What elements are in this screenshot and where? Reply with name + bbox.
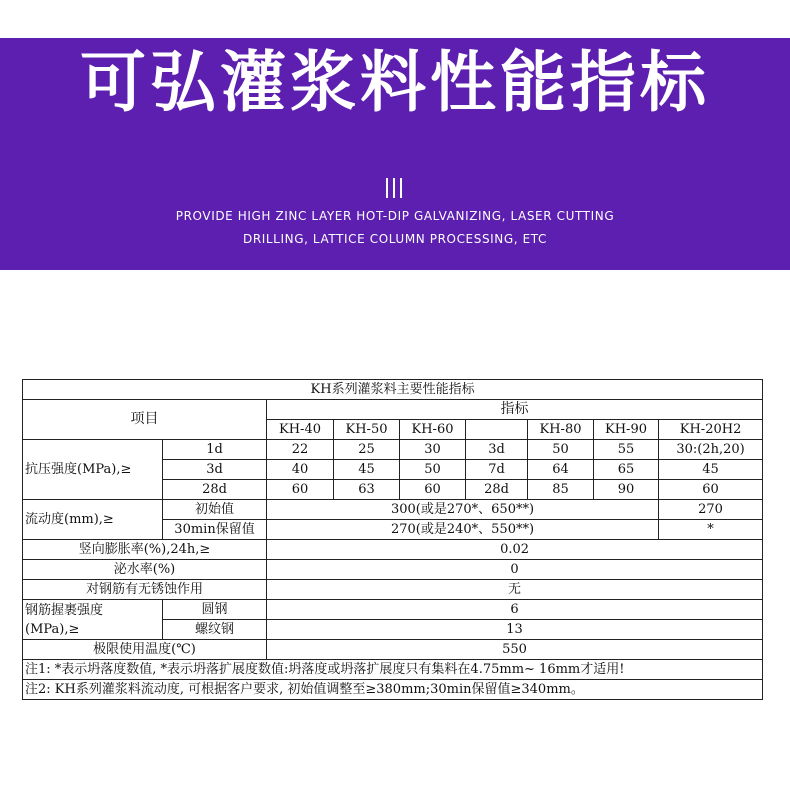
value-cell: 30	[400, 440, 466, 460]
value-cell: 30:(2h,20)	[659, 440, 763, 460]
model-cell: KH-80	[528, 420, 594, 440]
value-cell: 50	[400, 460, 466, 480]
model-cell: KH-20H2	[659, 420, 763, 440]
bond-label	[23, 600, 163, 640]
value-cell: 50	[528, 440, 594, 460]
table-caption: KH系列灌浆料主要性能指标	[23, 380, 763, 400]
value-cell: 65	[594, 460, 659, 480]
temperature-value: 550	[267, 640, 763, 660]
bond-round-label: 圆钢	[163, 600, 267, 620]
fluidity-retained-label: 30min保留值	[163, 520, 267, 540]
value-cell: 90	[594, 480, 659, 500]
bond-label-line2: (MPa),≥	[25, 621, 80, 637]
value-cell: 60	[267, 480, 334, 500]
bond-label-line1: 钢筋握裹强度	[25, 602, 104, 618]
value-cell: 22	[267, 440, 334, 460]
top-margin	[0, 0, 790, 38]
note2-row	[23, 680, 763, 700]
bleeding-label: 泌水率(%)	[23, 560, 267, 580]
fluidity-initial-h2: 270	[659, 500, 763, 520]
fluidity-initial-value: 300(或是270*、650**)	[267, 500, 659, 520]
value-cell: 85	[528, 480, 594, 500]
age-cell: 3d	[163, 460, 267, 480]
note-2: 注2: KH系列灌浆料流动度, 可根据客户要求, 初始值调整至≥380mm;30min保留值≥340mm。	[23, 680, 763, 700]
corrosion-value: 无	[267, 580, 763, 600]
age-cell: 28d	[163, 480, 267, 500]
temperature-row	[23, 640, 763, 660]
value-cell: 64	[528, 460, 594, 480]
value-cell: 55	[594, 440, 659, 460]
value-cell: 45	[659, 460, 763, 480]
value-cell: 7d	[466, 460, 528, 480]
fluidity-label: 流动度(mm),≥	[23, 500, 163, 540]
page-title: 可弘灌浆料性能指标	[80, 44, 710, 121]
corrosion-row	[23, 580, 763, 600]
value-cell: 40	[267, 460, 334, 480]
value-cell: 60	[400, 480, 466, 500]
bond-thread-value: 13	[267, 620, 763, 640]
fluidity-initial-label: 初始值	[163, 500, 267, 520]
value-cell: 3d	[466, 440, 528, 460]
fluidity-retained-value: 270(或是240*、550**)	[267, 520, 659, 540]
value-cell: 25	[334, 440, 400, 460]
bond-thread-label: 螺纹钢	[163, 620, 267, 640]
expansion-value: 0.02	[267, 540, 763, 560]
value-cell: 45	[334, 460, 400, 480]
bleeding-row	[23, 560, 763, 580]
caption-row	[23, 380, 763, 400]
divider-bars-icon	[386, 178, 406, 198]
fluidity-row-initial	[23, 500, 763, 520]
expansion-label: 竖向膨胀率(%),24h,≥	[23, 540, 267, 560]
expansion-row	[23, 540, 763, 560]
note-1: 注1: *表示坍落度数值, *表示坍落扩展度数值:坍落度或坍落扩展度只有集料在4.75mm~ 16mm才适用!	[23, 660, 763, 680]
model-cell	[466, 420, 528, 440]
bleeding-value: 0	[267, 560, 763, 580]
subtitle-line-1: PROVIDE HIGH ZINC LAYER HOT-DIP GALVANIZING, LASER CUTTING	[175, 209, 615, 223]
bond-round-value: 6	[267, 600, 763, 620]
item-header: 项目	[23, 400, 267, 440]
subtitle-line-2: DRILLING, LATTICE COLUMN PROCESSING, ETC	[242, 232, 548, 246]
corrosion-label: 对钢筋有无锈蚀作用	[23, 580, 267, 600]
model-cell: KH-50	[334, 420, 400, 440]
model-cell: KH-40	[267, 420, 334, 440]
value-cell: 60	[659, 480, 763, 500]
compressive-row-1d	[23, 440, 763, 460]
header-row-1	[23, 400, 763, 420]
compressive-label: 抗压强度(MPa),≥	[23, 440, 163, 500]
model-cell: KH-60	[400, 420, 466, 440]
temperature-label: 极限使用温度(℃)	[23, 640, 267, 660]
performance-table	[22, 379, 763, 700]
model-cell: KH-90	[594, 420, 659, 440]
age-cell: 1d	[163, 440, 267, 460]
value-cell: 63	[334, 480, 400, 500]
index-header: 指标	[267, 400, 763, 420]
value-cell: 28d	[466, 480, 528, 500]
bond-row-round	[23, 600, 763, 620]
fluidity-retained-h2: *	[659, 520, 763, 540]
note1-row	[23, 660, 763, 680]
